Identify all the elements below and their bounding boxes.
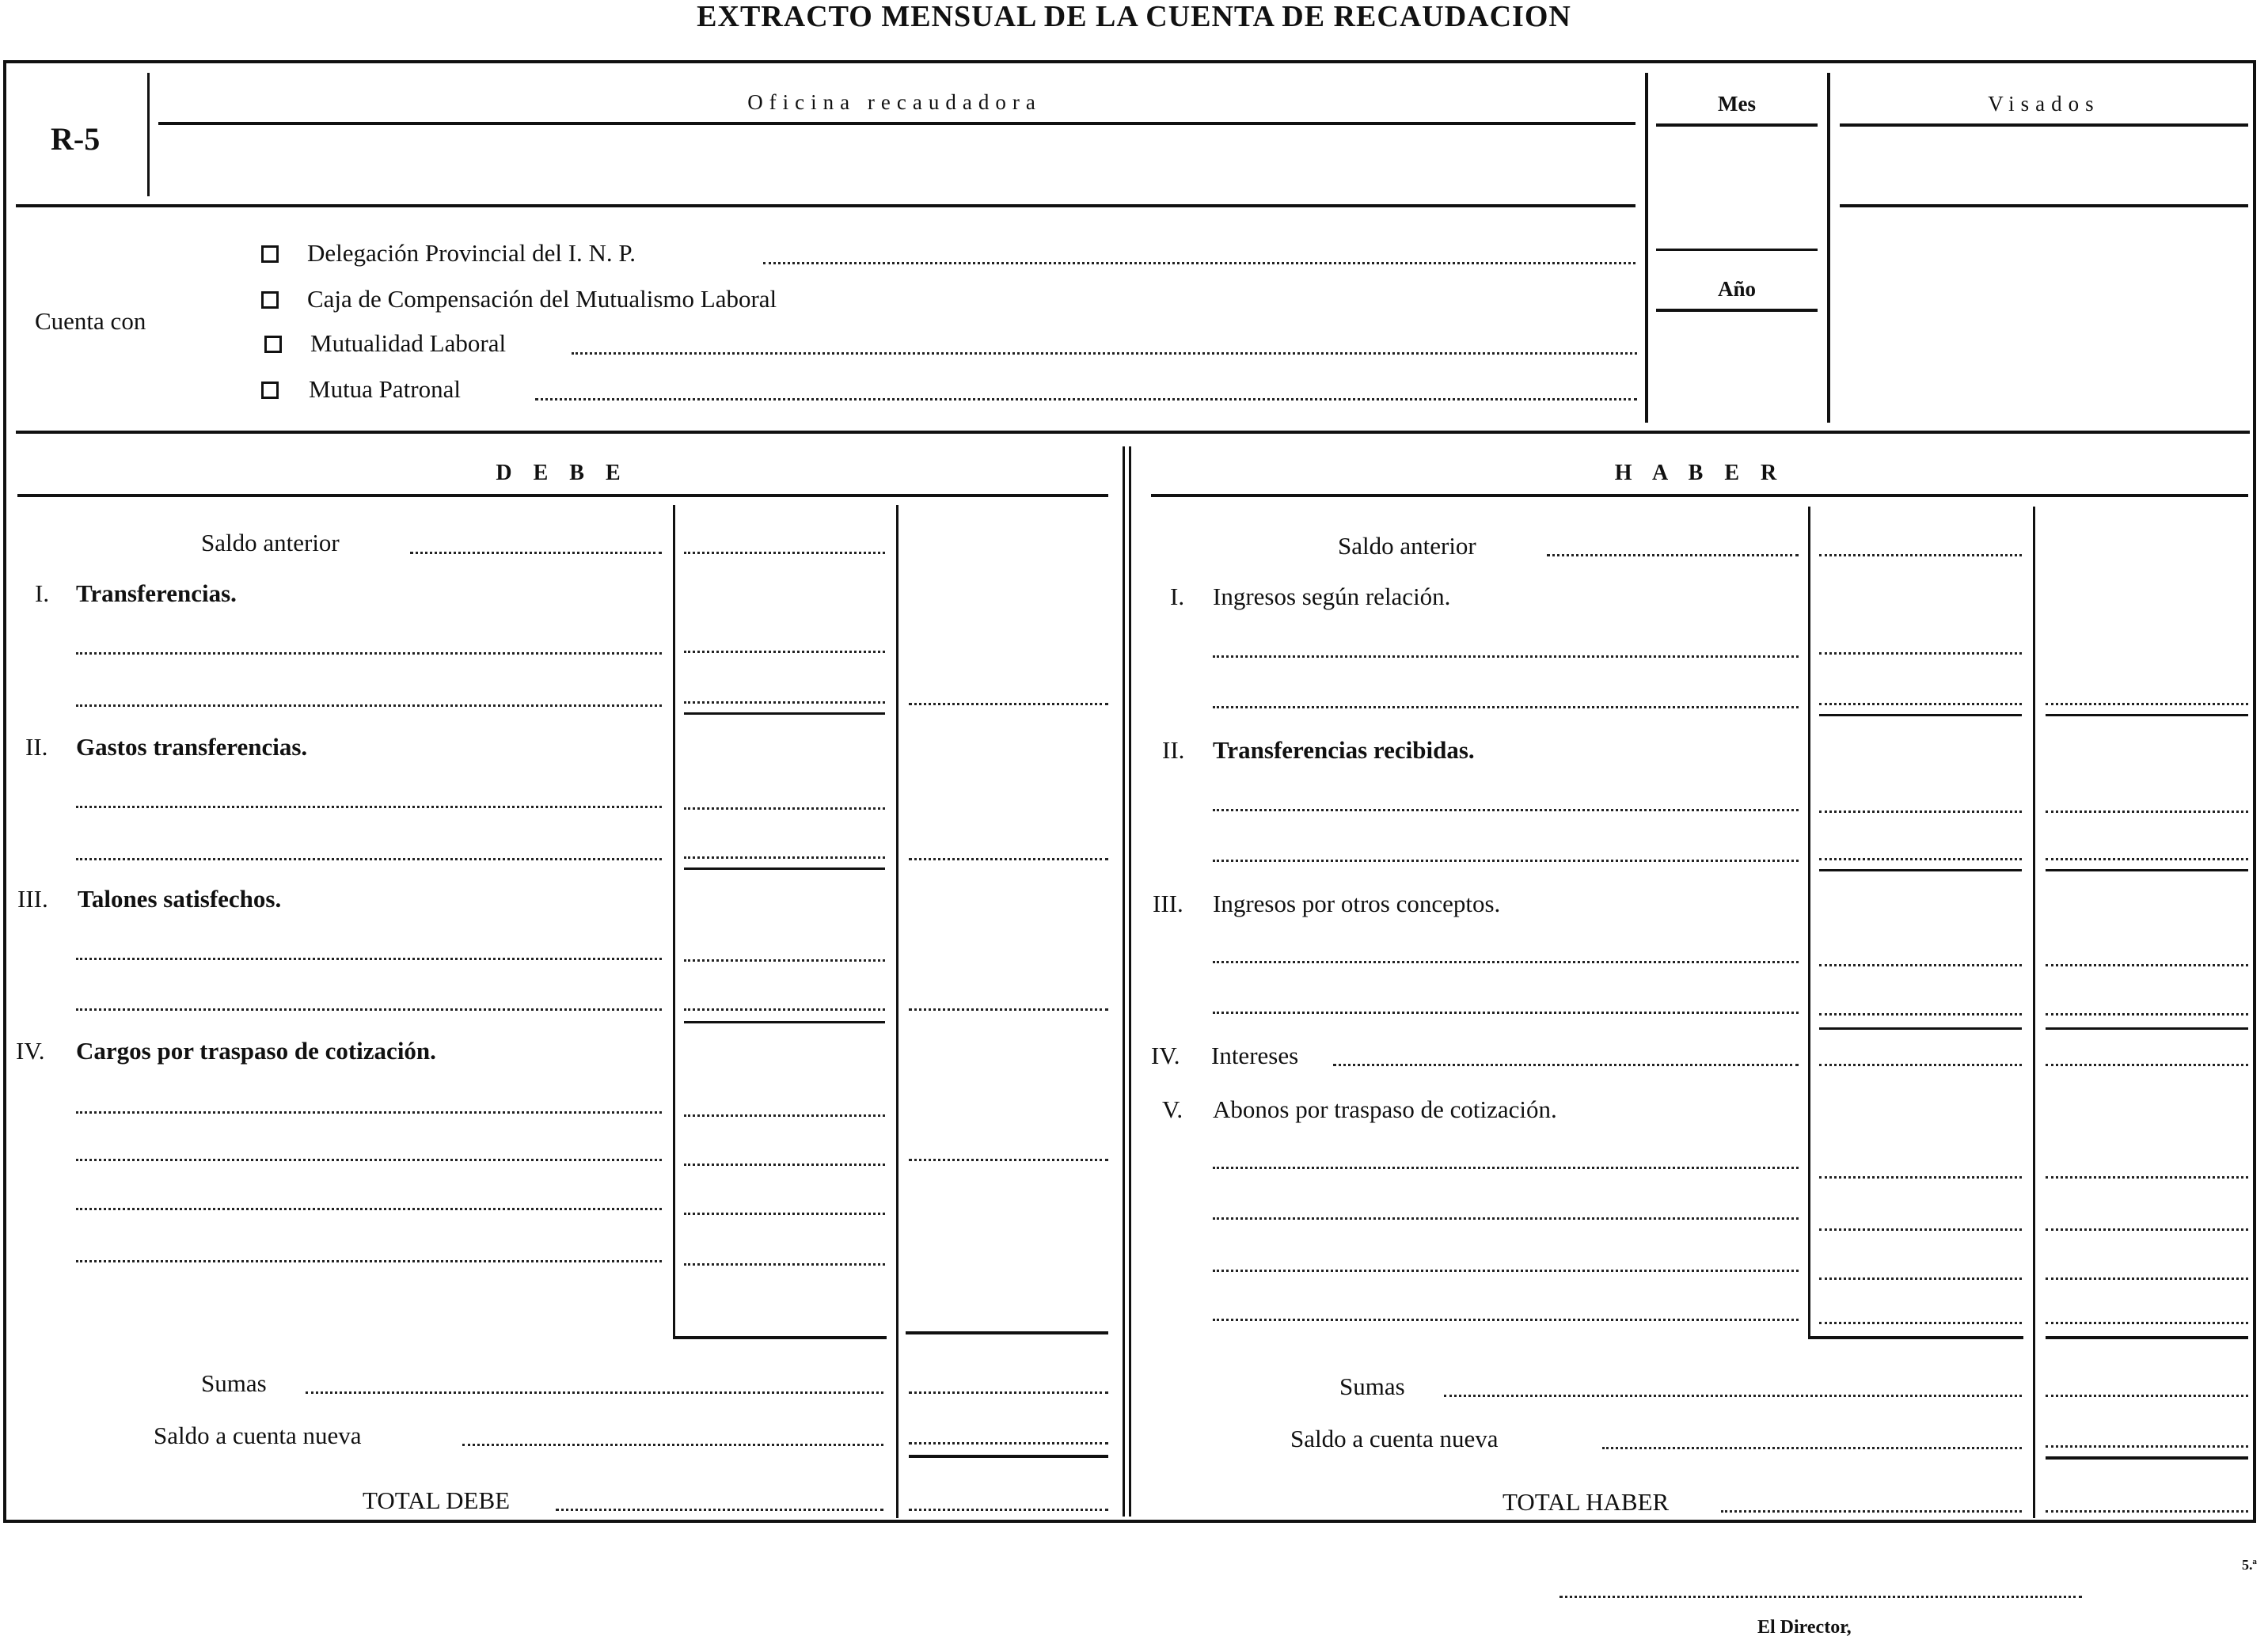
line-dots: [76, 1159, 662, 1161]
line-dots: [76, 1008, 662, 1011]
subtotal-rule: [1819, 869, 2022, 871]
code-divider: [147, 73, 150, 196]
debe-saldo-anterior: Saldo anterior: [201, 529, 340, 556]
amount-dots: [2046, 1013, 2248, 1016]
debe-section-num: II.: [25, 733, 48, 761]
line-dots: [1213, 706, 1799, 708]
amount-dots: [1819, 652, 2022, 655]
amount-dots: [684, 1008, 885, 1011]
haber-section-num: IV.: [1151, 1042, 1180, 1069]
checkbox[interactable]: [261, 245, 279, 263]
amount-dots: [2046, 1228, 2248, 1231]
haber-heading: H A B E R: [1614, 461, 1785, 485]
page-mark: 5.ª: [2242, 1557, 2257, 1573]
debe-section-label: Gastos transferencias.: [76, 733, 308, 761]
debe-section-num: IV.: [16, 1037, 45, 1065]
amount-dots: [2046, 964, 2248, 966]
leader-dots: [1444, 1395, 2022, 1397]
amount-dots: [2046, 1395, 2248, 1397]
visados-rule-2: [1840, 204, 2248, 207]
haber-section-num: I.: [1170, 583, 1185, 610]
mes-rule: [1656, 123, 1818, 127]
amount-dots: [2046, 1322, 2248, 1324]
amount-dots: [909, 858, 1108, 860]
amount-dots: [684, 552, 885, 554]
amount-dots: [684, 1114, 885, 1117]
signature-line[interactable]: [1559, 1596, 2082, 1598]
debe-total: TOTAL DEBE: [363, 1486, 511, 1514]
mes-rule-bottom: [1656, 249, 1818, 251]
line-dots: [76, 704, 662, 707]
subtotal-rule: [1819, 714, 2022, 716]
amount-dots: [1819, 1228, 2022, 1231]
line-dots: [76, 1208, 662, 1210]
haber-section-num: III.: [1153, 890, 1183, 917]
line-dots: [1213, 961, 1799, 963]
oficina-rule-1: [158, 122, 1635, 125]
line-dots: [76, 652, 662, 655]
mes-label: Mes: [1718, 92, 1756, 116]
haber-total: TOTAL HABER: [1503, 1488, 1670, 1516]
leader-dots: [535, 398, 1637, 401]
debe-saldo-nueva: Saldo a cuenta nueva: [154, 1422, 362, 1449]
option-label: Mutualidad Laboral: [310, 329, 507, 357]
amount-dots: [684, 1164, 885, 1166]
line-dots: [1213, 1319, 1799, 1321]
ano-rule: [1656, 309, 1818, 312]
mes-divider-left: [1645, 73, 1648, 423]
leader-dots: [306, 1391, 883, 1394]
line-dots: [76, 1260, 662, 1262]
amount-dots: [1819, 1064, 2022, 1066]
oficina-label: Oficina recaudadora: [747, 90, 1042, 114]
debe-col1-bottom: [673, 1336, 887, 1339]
debe-heading: D E B E: [496, 461, 629, 485]
debe-col-divider-2: [896, 505, 898, 1518]
amount-dots: [684, 1213, 885, 1215]
amount-dots: [1819, 1277, 2022, 1280]
center-divider-b: [1129, 446, 1131, 1517]
debe-section-label: Cargos por traspaso de cotización.: [76, 1037, 436, 1065]
leader-dots: [1721, 1510, 2022, 1513]
amount-dots: [2046, 1510, 2248, 1513]
amount-dots: [1819, 964, 2022, 966]
line-dots: [76, 958, 662, 960]
line-dots: [76, 1111, 662, 1114]
amount-dots: [684, 651, 885, 653]
center-divider-a: [1123, 446, 1125, 1517]
debe-heading-rule: [17, 494, 1108, 497]
amount-dots: [1819, 858, 2022, 860]
leader-dots: [556, 1509, 883, 1511]
amount-dots: [1819, 554, 2022, 556]
amount-dots: [2046, 1064, 2248, 1066]
debe-section-num: III.: [17, 885, 48, 913]
debe-sumas: Sumas: [201, 1369, 267, 1397]
amount-dots: [909, 1008, 1108, 1011]
amount-dots: [2046, 858, 2248, 860]
debe-section-label: Talones satisfechos.: [78, 885, 282, 913]
haber-col2-top: [2046, 1336, 2248, 1339]
amount-dots: [684, 701, 885, 704]
haber-section-label: Intereses: [1211, 1042, 1299, 1069]
debe-section-num: I.: [35, 579, 50, 607]
form-title: EXTRACTO MENSUAL DE LA CUENTA DE RECAUDACION: [697, 0, 1571, 33]
haber-sumas: Sumas: [1339, 1372, 1405, 1400]
header-bottom-rule: [16, 431, 2250, 434]
line-dots: [1213, 655, 1799, 658]
amount-dots: [2046, 811, 2248, 813]
leader-dots: [763, 262, 1635, 264]
haber-section-label: Ingresos por otros conceptos.: [1213, 890, 1501, 917]
amount-dots: [909, 1509, 1108, 1511]
form-code: R-5: [51, 121, 101, 157]
amount-dots: [909, 1159, 1108, 1161]
debe-col-divider-1: [673, 505, 675, 1336]
leader-dots: [1333, 1064, 1799, 1066]
ano-label: Año: [1717, 277, 1756, 301]
subtotal-rule: [684, 712, 885, 715]
amount-dots: [1819, 703, 2022, 705]
amount-dots: [2046, 1445, 2248, 1448]
line-dots: [1213, 809, 1799, 811]
total-rule: [2046, 1456, 2248, 1460]
amount-dots: [2046, 1176, 2248, 1179]
haber-col1-bottom: [1808, 1336, 2023, 1339]
amount-dots: [1819, 1322, 2022, 1324]
haber-section-label: Ingresos según relación.: [1213, 583, 1451, 610]
amount-dots: [909, 1391, 1108, 1394]
checkbox[interactable]: [261, 382, 279, 399]
amount-dots: [684, 1263, 885, 1266]
leader-dots: [462, 1444, 883, 1446]
leader-dots: [572, 352, 1637, 355]
haber-section-label: Transferencias recibidas.: [1213, 736, 1475, 764]
subtotal-rule: [684, 1021, 885, 1023]
line-dots: [1213, 860, 1799, 862]
checkbox[interactable]: [264, 336, 282, 353]
haber-saldo-nueva: Saldo a cuenta nueva: [1290, 1425, 1499, 1452]
line-dots: [1213, 1167, 1799, 1169]
amount-dots: [1819, 1176, 2022, 1179]
amount-dots: [909, 1442, 1108, 1444]
line-dots: [1213, 1270, 1799, 1272]
haber-col-divider-1: [1808, 507, 1810, 1336]
subtotal-rule: [2046, 869, 2248, 871]
amount-dots: [684, 807, 885, 810]
amount-dots: [2046, 1277, 2248, 1280]
amount-dots: [909, 703, 1108, 705]
visados-rule-1: [1840, 123, 2248, 127]
debe-col2-top: [906, 1331, 1108, 1334]
mes-divider-right: [1827, 73, 1830, 423]
amount-dots: [2046, 703, 2248, 705]
checkbox[interactable]: [261, 291, 279, 309]
haber-saldo-anterior: Saldo anterior: [1338, 532, 1476, 560]
oficina-rule-2: [16, 204, 1635, 207]
debe-section-label: Transferencias.: [76, 579, 237, 607]
subtotal-rule: [2046, 1027, 2248, 1030]
line-dots: [76, 858, 662, 860]
haber-section-num: II.: [1162, 736, 1185, 764]
signature-label: El Director,: [1757, 1617, 1852, 1638]
amount-dots: [684, 856, 885, 859]
haber-section-label: Abonos por traspaso de cotización.: [1213, 1095, 1557, 1123]
cuenta-label: Cuenta con: [35, 307, 146, 335]
option-label: Mutua Patronal: [309, 375, 461, 403]
amount-dots: [684, 959, 885, 962]
amount-dots: [1819, 1013, 2022, 1016]
haber-col-divider-2: [2033, 507, 2035, 1518]
amount-dots: [1819, 811, 2022, 813]
option-label: Delegación Provincial del I. N. P.: [307, 239, 636, 267]
leader-dots: [410, 552, 662, 554]
subtotal-rule: [1819, 1027, 2022, 1030]
subtotal-rule: [2046, 714, 2248, 716]
line-dots: [76, 806, 662, 808]
leader-dots: [1602, 1447, 2022, 1449]
haber-heading-rule: [1151, 494, 2248, 497]
total-rule: [909, 1455, 1108, 1458]
visados-label: Visados: [1988, 92, 2100, 116]
option-label: Caja de Compensación del Mutualismo Laboral: [307, 285, 777, 313]
line-dots: [1213, 1217, 1799, 1220]
line-dots: [1213, 1012, 1799, 1014]
subtotal-rule: [684, 867, 885, 870]
haber-section-num: V.: [1162, 1095, 1183, 1123]
leader-dots: [1547, 554, 1799, 556]
